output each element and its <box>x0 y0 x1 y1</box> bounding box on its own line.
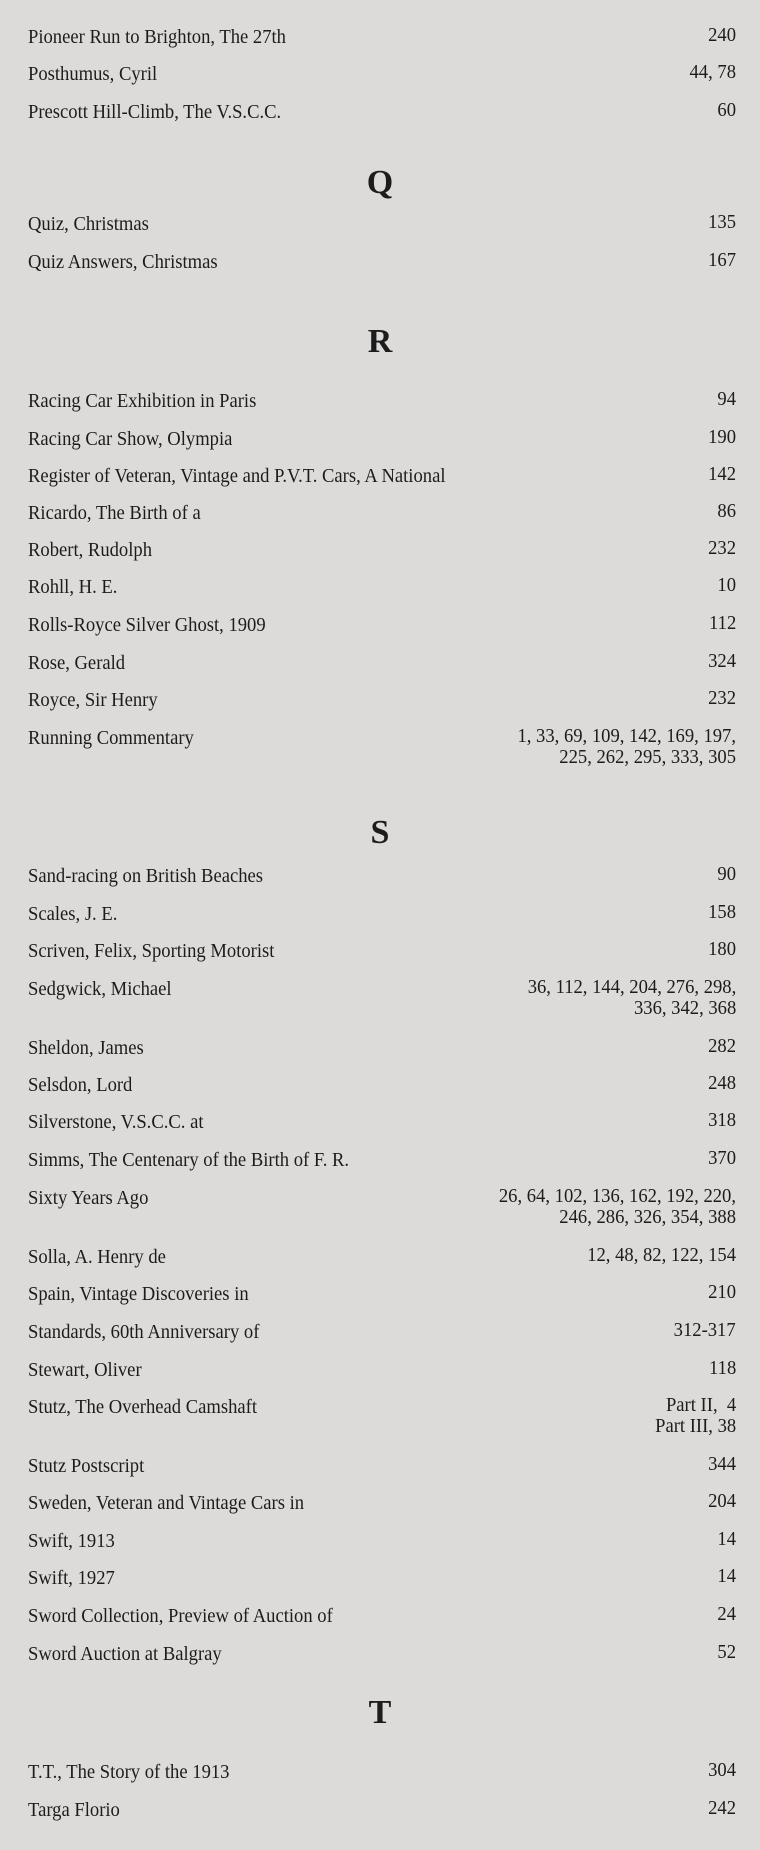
entry-title: Sheldon, James <box>28 1037 144 1059</box>
index-entry <box>28 1454 736 1478</box>
entry-pages <box>674 1320 736 1341</box>
entry-pages <box>708 464 736 485</box>
index-entry <box>28 1245 736 1269</box>
index-entry <box>28 902 736 926</box>
entry-pages <box>717 1529 736 1550</box>
index-entry <box>28 688 736 712</box>
entry-title: Register of Veteran, Vintage and P.V.T. Cars, A National <box>28 465 446 487</box>
entry-pages <box>708 651 736 672</box>
page-numbers: 324 <box>708 650 736 672</box>
entry-pages <box>708 25 736 46</box>
page-numbers: 180 <box>708 938 736 960</box>
index-entry <box>28 25 736 49</box>
page-numbers: 318 <box>708 1109 736 1131</box>
entry-pages <box>708 1760 736 1781</box>
entry-title: Racing Car Exhibition in Paris <box>28 390 257 412</box>
page-numbers: 52 <box>717 1641 736 1663</box>
entry-title: Spain, Vintage Discoveries in <box>28 1283 249 1305</box>
section-letter-t: T <box>368 1694 392 1731</box>
page-numbers: 14 <box>717 1528 736 1550</box>
entry-title: Quiz, Christmas <box>28 213 149 235</box>
entry-title: Scriven, Felix, Sporting Motorist <box>28 940 275 962</box>
page-numbers: 135 <box>708 211 736 233</box>
index-entry <box>28 1185 736 1228</box>
entry-pages <box>708 212 736 233</box>
page-numbers: 242 <box>708 1797 736 1819</box>
entry-title: Silverstone, V.S.C.C. at <box>28 1111 204 1133</box>
index-entry <box>28 501 736 525</box>
entry-pages <box>717 575 736 596</box>
index-entry <box>28 1320 736 1344</box>
page-numbers: 26, 64, 102, 136, 162, 192, 220, <box>498 1185 736 1207</box>
page-numbers: 167 <box>708 249 736 271</box>
index-entry <box>28 427 736 451</box>
page-numbers: 204 <box>708 1490 736 1512</box>
entry-title: Sedgwick, Michael <box>28 978 172 1000</box>
section-letter-q: Q <box>366 164 394 201</box>
index-entry <box>28 725 736 768</box>
index-entry <box>28 1036 736 1060</box>
entry-title: Rohll, H. E. <box>28 576 118 598</box>
page-numbers: 112 <box>708 612 736 634</box>
entry-pages <box>708 1454 736 1475</box>
entry-pages <box>717 1642 736 1663</box>
entry-pages <box>709 613 736 634</box>
entry-pages <box>708 1036 736 1057</box>
index-entry <box>28 1529 736 1553</box>
page-numbers: 24 <box>717 1603 736 1625</box>
entry-pages <box>708 1282 736 1303</box>
page-numbers: 232 <box>708 537 736 559</box>
section-letter-s: S <box>370 814 390 851</box>
page-numbers: 282 <box>708 1035 736 1057</box>
index-entry <box>28 1491 736 1515</box>
page-numbers: 118 <box>708 1357 736 1379</box>
entry-pages <box>708 1073 736 1094</box>
page-numbers: 225, 262, 295, 333, 305 <box>559 746 736 768</box>
entry-title: Racing Car Show, Olympia <box>28 428 233 450</box>
page-numbers: 246, 286, 326, 354, 388 <box>559 1206 736 1228</box>
page-numbers: Part II, 4 <box>665 1394 736 1416</box>
entry-pages <box>717 100 736 121</box>
page-numbers: 312-317 <box>673 1319 736 1341</box>
entry-title: Sword Auction at Balgray <box>28 1643 222 1665</box>
entry-title: Stutz, The Overhead Camshaft <box>28 1396 257 1418</box>
index-entry <box>28 1642 736 1666</box>
index-entry <box>28 1760 736 1784</box>
index-entry <box>28 1394 736 1437</box>
index-entry <box>28 464 736 488</box>
index-entry <box>28 1798 736 1822</box>
page-numbers: 210 <box>708 1281 736 1303</box>
entry-pages <box>717 389 736 410</box>
entry-pages <box>717 864 736 885</box>
index-entry <box>28 575 736 599</box>
entry-pages <box>708 1110 736 1131</box>
page-numbers: 248 <box>708 1072 736 1094</box>
entry-title: Simms, The Centenary of the Birth of F. R. <box>28 1149 350 1171</box>
entry-pages <box>709 1358 736 1379</box>
entry-pages <box>708 688 736 709</box>
entry-pages <box>708 427 736 448</box>
page-numbers: Part III, 38 <box>654 1415 736 1437</box>
entry-title: Sixty Years Ago <box>28 1187 149 1209</box>
entry-title: Swift, 1913 <box>28 1530 115 1552</box>
entry-title: Sand-racing on British Beaches <box>28 865 264 887</box>
index-entry <box>28 62 736 86</box>
entry-title: Targa Florio <box>28 1799 120 1821</box>
entry-pages <box>690 62 737 83</box>
entry-title: Sword Collection, Preview of Auction of <box>28 1605 333 1627</box>
page-numbers: 90 <box>717 863 736 885</box>
section-letter-r: R <box>367 323 393 360</box>
page-numbers: 158 <box>708 901 736 923</box>
page-numbers: 10 <box>717 574 736 596</box>
page-numbers: 344 <box>708 1453 736 1475</box>
page-numbers: 336, 342, 368 <box>633 997 736 1019</box>
index-entry <box>28 651 736 675</box>
page-numbers: 240 <box>708 24 736 46</box>
index-entry <box>28 1148 736 1172</box>
entry-pages <box>587 1245 736 1266</box>
index-entry <box>28 939 736 963</box>
entry-title: Ricardo, The Birth of a <box>28 502 201 524</box>
entry-pages <box>708 1798 736 1819</box>
page-numbers: 94 <box>717 388 736 410</box>
entry-title: Robert, Rudolph <box>28 539 153 561</box>
page-numbers: 190 <box>708 426 736 448</box>
entry-title: Selsdon, Lord <box>28 1074 133 1096</box>
entry-pages <box>708 902 736 923</box>
index-entry <box>28 389 736 413</box>
entry-pages <box>717 501 736 522</box>
entry-pages <box>499 1186 736 1228</box>
page-numbers: 36, 112, 144, 204, 276, 298, <box>527 976 736 998</box>
entry-title: Posthumus, Cyril <box>28 63 158 85</box>
entry-title: T.T., The Story of the 1913 <box>28 1761 230 1783</box>
entry-title: Sweden, Veteran and Vintage Cars in <box>28 1492 305 1514</box>
entry-title: Pioneer Run to Brighton, The 27th <box>28 26 286 48</box>
entry-pages <box>717 1566 736 1587</box>
entry-title: Stutz Postscript <box>28 1455 145 1477</box>
entry-title: Scales, J. E. <box>28 903 118 925</box>
index-entry <box>28 864 736 888</box>
index-entry <box>28 100 736 124</box>
page-numbers: 1, 33, 69, 109, 142, 169, 197, <box>517 725 736 747</box>
index-entry <box>28 250 736 274</box>
page-numbers: 232 <box>708 687 736 709</box>
entry-title: Prescott Hill-Climb, The V.S.C.C. <box>28 101 282 123</box>
index-entry <box>28 1566 736 1590</box>
page-numbers: 86 <box>717 500 736 522</box>
page-numbers: 142 <box>708 463 736 485</box>
entry-pages <box>527 977 736 1019</box>
entry-pages <box>708 250 736 271</box>
entry-title: Solla, A. Henry de <box>28 1246 166 1268</box>
entry-pages <box>708 1491 736 1512</box>
page-numbers: 60 <box>717 99 736 121</box>
index-entry <box>28 1282 736 1306</box>
entry-title: Stewart, Oliver <box>28 1359 142 1381</box>
entry-title: Swift, 1927 <box>28 1567 115 1589</box>
page-numbers: 44, 78 <box>689 61 736 83</box>
entry-pages <box>708 538 736 559</box>
index-entry <box>28 1358 736 1382</box>
entry-pages <box>708 1148 736 1169</box>
page-numbers: 304 <box>708 1759 736 1781</box>
entry-pages <box>708 939 736 960</box>
entry-title: Quiz Answers, Christmas <box>28 251 218 273</box>
entry-pages <box>517 726 736 768</box>
index-entry <box>28 538 736 562</box>
entry-title: Royce, Sir Henry <box>28 689 158 711</box>
entry-title: Rolls-Royce Silver Ghost, 1909 <box>28 614 266 636</box>
index-entry <box>28 212 736 236</box>
page-numbers: 14 <box>717 1565 736 1587</box>
index-entry <box>28 976 736 1019</box>
entry-title: Rose, Gerald <box>28 652 126 674</box>
index-entry <box>28 1604 736 1628</box>
index-entry <box>28 1110 736 1134</box>
entry-title: Standards, 60th Anniversary of <box>28 1321 260 1343</box>
index-entry <box>28 613 736 637</box>
page-numbers: 370 <box>708 1147 736 1169</box>
index-entry <box>28 1073 736 1097</box>
page-numbers: 12, 48, 82, 122, 154 <box>587 1244 736 1266</box>
entry-pages <box>717 1604 736 1625</box>
entry-title: Running Commentary <box>28 727 194 749</box>
entry-pages <box>655 1395 736 1437</box>
